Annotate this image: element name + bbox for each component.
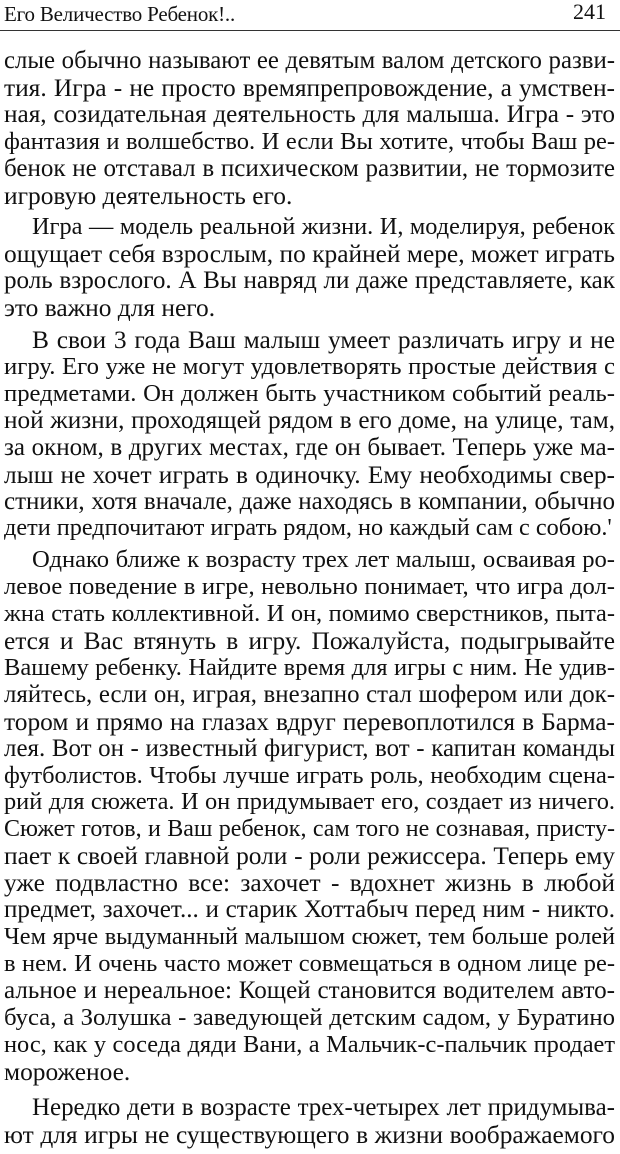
text-line: футболистов. Чтобы лучше играть роль, необходим сцена- (4, 761, 615, 789)
text-line: буса, а Золушка - заведующей детским садом, у Буратино (4, 1003, 615, 1031)
text-line: левое поведение в игре, невольно понимает, что игра дол- (4, 573, 615, 601)
text-line: Чем ярче выдуманный малышом сюжет, тем больше ролей (4, 923, 615, 950)
paragraph-4 (4, 547, 615, 1085)
running-title: Его Величество Ребенок!.. (4, 2, 236, 26)
text-line: лыш не хочет играть в одиночку. Ему необходимы свер- (4, 460, 615, 489)
text-line: ется и Вас втянуть в игру. Пожалуйста, подыгрывайте (4, 627, 615, 656)
text-line: фантазия и волшебство. И если Вы хотите, чтобы Ваш ре- (4, 127, 615, 155)
text-line: стники, хотя вначале, даже находясь в компании, обычно (4, 487, 615, 515)
text-line: лея. Вот он - известный фигурист, вот - капитан команды (4, 734, 615, 762)
text-line: предмет, захочет... и старик Хоттабыч перед ним - никто. (4, 896, 615, 924)
text-line: жна стать коллективной. И он, помимо сверстников, пыта- (4, 600, 615, 628)
text-line: слые обычно называют ее девятым валом детского разви- (4, 47, 615, 74)
text-line: В свои 3 года Ваш малыш умеет различать игру и не (32, 326, 615, 355)
text-line: мороженое. (4, 1057, 131, 1086)
text-line: игровую деятельность его. (4, 181, 293, 210)
text-line: ная, созидательная деятельность для малыша. Игра - это (4, 100, 615, 128)
text-line: тия. Игра - не просто времяпрепровождение, а умствен- (4, 73, 615, 102)
paragraph-3 (4, 327, 615, 542)
text-line: Однако ближе к возрасту трех лет малыш, осваивая ро- (32, 546, 615, 574)
text-line: дети предпочитают играть рядом, но каждый сам с собою.' (4, 514, 612, 542)
text-line: пает к своей главной роли - роли режиссера. Теперь ему (4, 842, 615, 871)
paragraph-5 (4, 1095, 615, 1149)
text-line: Игра — модель реальной жизни. И, моделируя, ребенок (32, 213, 615, 241)
text-line: Вашему ребенку. Найдите время для игры с ним. Не удив- (4, 653, 615, 681)
text-line: ляйтесь, если он, играя, внезапно стал шофером или док- (4, 680, 615, 708)
text-line: нос, как у соседа дяди Вани, а Мальчик-с-пальчик продает (4, 1030, 615, 1058)
text-line: это важно для него. (4, 294, 216, 323)
text-line: бенок не отставал в психическом развитии, не тормозите (4, 154, 615, 182)
page-header (0, 0, 620, 31)
page-number: 241 (573, 0, 606, 24)
text-line: рий для сюжета. И он придумывает его, создает из ничего. (4, 788, 615, 816)
text-line: роль взрослого. А Вы навряд ли даже представляете, как (4, 267, 615, 295)
text-line: Сюжет готов, и Ваш ребенок, сам того не сознавая, присту- (4, 816, 615, 843)
text-line: ют для игры не существующего в жизни воображаемого (4, 1121, 615, 1150)
text-line: ощущает себя взрослым, по крайней мере, может играть (4, 240, 615, 269)
text-line: за окном, в других местах, где он бывает. Теперь уже ма- (4, 433, 615, 461)
paragraph-1 (4, 48, 615, 209)
text-line: предметами. Он должен быть участником событий реаль- (4, 379, 615, 407)
text-line: тором и прямо на глазах вдруг перевоплотился в Барма- (4, 707, 615, 736)
text-line: ной жизни, проходящей рядом в его доме, на улице, там, (4, 406, 615, 434)
paragraph-2 (4, 214, 615, 322)
text-line: Нередко дети в возрасте трех-четырех лет придумыва- (32, 1094, 615, 1122)
text-line: уже подвластно все: захочет - вдохнет жизнь в любой (4, 869, 615, 898)
text-line: альное и нереальное: Кощей становится водителем авто- (4, 976, 615, 1004)
page-body (4, 48, 615, 1154)
text-line: игру. Его уже не могут удовлетворять простые действия с (4, 352, 615, 380)
text-line: в нем. И очень часто может совмещаться в одном лице ре- (4, 949, 615, 977)
